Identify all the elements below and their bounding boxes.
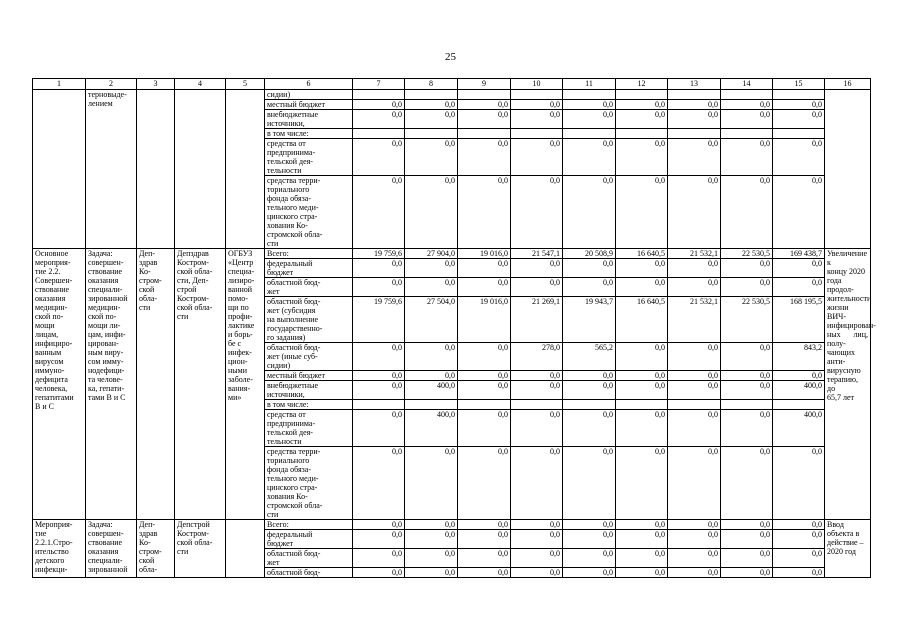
amount-cell: 0,0	[668, 568, 721, 578]
amount-cell: 0,0	[668, 381, 721, 400]
amount-cell	[511, 90, 563, 100]
amount-cell	[616, 400, 668, 410]
amount-cell: 0,0	[721, 100, 773, 110]
amount-cell: 0,0	[721, 278, 773, 297]
amount-cell: 0,0	[721, 530, 773, 549]
funding-source-label: Всего:	[265, 249, 353, 259]
amount-cell: 0,0	[511, 568, 563, 578]
amount-cell: 0,0	[668, 371, 721, 381]
amount-cell: 0,0	[668, 410, 721, 447]
amount-cell: 0,0	[721, 520, 773, 530]
amount-cell: 0,0	[353, 278, 405, 297]
funding-source-label: средства от предпринима- тельской дея- тельности	[265, 410, 353, 447]
amount-cell: 0,0	[721, 371, 773, 381]
block2-coexecutor: Депздрав Костром- ской обла- сти, Деп- строй Костром- ской обла- сти	[175, 249, 226, 520]
amount-cell: 0,0	[458, 110, 511, 129]
block1-executor	[137, 90, 175, 249]
amount-cell: 0,0	[616, 447, 668, 520]
amount-cell: 0,0	[405, 447, 458, 520]
block3-expected-result: Ввод объекта в действие – 2020 год	[825, 520, 871, 578]
funding-source-label: областной бюд- жет	[265, 278, 353, 297]
column-header-8: 8	[405, 79, 458, 90]
amount-cell: 0,0	[405, 343, 458, 371]
amount-cell: 0,0	[353, 343, 405, 371]
amount-cell: 0,0	[773, 100, 825, 110]
column-header-5: 5	[226, 79, 265, 90]
amount-cell: 400,0	[405, 381, 458, 400]
amount-cell: 0,0	[458, 343, 511, 371]
amount-cell: 0,0	[563, 530, 616, 549]
block1-task: терновыде- лением	[86, 90, 137, 249]
column-header-13: 13	[668, 79, 721, 90]
amount-cell: 0,0	[668, 530, 721, 549]
amount-cell: 0,0	[511, 100, 563, 110]
amount-cell	[458, 90, 511, 100]
amount-cell: 0,0	[353, 447, 405, 520]
column-header-2: 2	[86, 79, 137, 90]
amount-cell	[563, 90, 616, 100]
amount-cell	[773, 400, 825, 410]
amount-cell: 19 759,6	[353, 297, 405, 343]
amount-cell: 0,0	[721, 549, 773, 568]
funding-source-label: областной бюд- жет (иные суб- сидии)	[265, 343, 353, 371]
amount-cell: 0,0	[668, 110, 721, 129]
amount-cell	[616, 90, 668, 100]
amount-cell: 0,0	[616, 176, 668, 249]
amount-cell: 0,0	[353, 381, 405, 400]
amount-cell: 0,0	[668, 549, 721, 568]
funding-source-label: федеральный бюджет	[265, 530, 353, 549]
amount-cell	[353, 90, 405, 100]
amount-cell	[721, 400, 773, 410]
amount-cell: 0,0	[616, 530, 668, 549]
column-header-9: 9	[458, 79, 511, 90]
amount-cell	[721, 90, 773, 100]
amount-cell: 0,0	[773, 549, 825, 568]
block2-executor: Деп- здрав Ко- стром- ской обла- сти	[137, 249, 175, 520]
amount-cell: 0,0	[616, 568, 668, 578]
block3-row	[33, 520, 871, 530]
amount-cell: 0,0	[721, 259, 773, 278]
column-header-3: 3	[137, 79, 175, 90]
amount-cell: 0,0	[511, 447, 563, 520]
funding-source-label: в том числе:	[265, 400, 353, 410]
column-header-15: 15	[773, 79, 825, 90]
amount-cell	[563, 129, 616, 139]
amount-cell: 0,0	[353, 139, 405, 176]
block2-activity-name: Основное мероприя- тие 2.2. Совершен- ствование оказания медицин- ской по- мощи лицам, инфициро- ванным вирусом иммуно- дефицита человека, гепатитами В и С	[33, 249, 86, 520]
amount-cell	[405, 90, 458, 100]
amount-cell: 0,0	[511, 259, 563, 278]
block1-activity-name	[33, 90, 86, 249]
column-header-6: 6	[265, 79, 353, 90]
amount-cell: 0,0	[458, 530, 511, 549]
amount-cell: 0,0	[511, 549, 563, 568]
amount-cell: 16 640,5	[616, 297, 668, 343]
amount-cell: 0,0	[563, 520, 616, 530]
amount-cell	[458, 400, 511, 410]
amount-cell: 0,0	[405, 530, 458, 549]
amount-cell: 0,0	[353, 110, 405, 129]
amount-cell: 0,0	[458, 447, 511, 520]
amount-cell	[721, 129, 773, 139]
amount-cell: 0,0	[458, 381, 511, 400]
funding-source-label: средства терри- ториального фонда обяза- тельного меди- цинского стра- хования Ко- стромской обла- сти	[265, 447, 353, 520]
amount-cell: 0,0	[458, 139, 511, 176]
amount-cell: 0,0	[405, 259, 458, 278]
amount-cell: 27 904,0	[405, 249, 458, 259]
amount-cell: 0,0	[405, 139, 458, 176]
amount-cell: 0,0	[721, 139, 773, 176]
block1-participant	[226, 90, 265, 249]
block3-executor: Деп- здрав Ко- стром- ской обла-	[137, 520, 175, 578]
amount-cell: 22 530,5	[721, 249, 773, 259]
amount-cell: 19 016,0	[458, 297, 511, 343]
amount-cell: 168 195,5	[773, 297, 825, 343]
amount-cell: 0,0	[563, 176, 616, 249]
amount-cell: 0,0	[353, 259, 405, 278]
amount-cell: 0,0	[405, 110, 458, 129]
amount-cell: 0,0	[405, 176, 458, 249]
amount-cell: 400,0	[773, 410, 825, 447]
funding-source-label: Всего:	[265, 520, 353, 530]
amount-cell: 0,0	[458, 410, 511, 447]
amount-cell: 16 640,5	[616, 249, 668, 259]
amount-cell: 0,0	[353, 176, 405, 249]
amount-cell: 0,0	[721, 381, 773, 400]
amount-cell: 0,0	[563, 110, 616, 129]
amount-cell: 400,0	[773, 381, 825, 400]
block1-coexecutor	[175, 90, 226, 249]
amount-cell: 0,0	[773, 259, 825, 278]
funding-source-label: средства от предпринима- тельской дея- тельности	[265, 139, 353, 176]
amount-cell: 565,2	[563, 343, 616, 371]
amount-cell: 0,0	[511, 139, 563, 176]
amount-cell	[773, 129, 825, 139]
amount-cell: 27 504,0	[405, 297, 458, 343]
amount-cell: 0,0	[563, 259, 616, 278]
amount-cell: 843,2	[773, 343, 825, 371]
funding-source-label: областной бюд-	[265, 568, 353, 578]
amount-cell: 0,0	[773, 371, 825, 381]
funding-source-label: местный бюджет	[265, 100, 353, 110]
amount-cell: 19 943,7	[563, 297, 616, 343]
amount-cell: 169 438,7	[773, 249, 825, 259]
funding-source-label: федеральный бюджет	[265, 259, 353, 278]
funding-source-label: внебюджетные источники,	[265, 381, 353, 400]
block2-row	[33, 249, 871, 259]
funding-source-label: местный бюджет	[265, 371, 353, 381]
amount-cell: 0,0	[511, 176, 563, 249]
amount-cell: 0,0	[405, 371, 458, 381]
column-header-14: 14	[721, 79, 773, 90]
amount-cell: 20 508,9	[563, 249, 616, 259]
block1-expected-result	[825, 90, 871, 249]
amount-cell: 0,0	[353, 410, 405, 447]
amount-cell: 0,0	[668, 278, 721, 297]
amount-cell: 19 759,6	[353, 249, 405, 259]
header-row	[33, 79, 871, 90]
funding-source-label: сидии)	[265, 90, 353, 100]
amount-cell: 0,0	[773, 530, 825, 549]
amount-cell: 0,0	[405, 278, 458, 297]
amount-cell: 0,0	[353, 530, 405, 549]
amount-cell: 0,0	[458, 100, 511, 110]
amount-cell	[511, 129, 563, 139]
block2-task: Задача: совершен- ствование оказания специали- зированной медицин- ской по- мощи ли- цам, инфи- цирован- ным виру- сом имму- нодефици- та челове- ка, гепати- тами В и С	[86, 249, 137, 520]
column-header-7: 7	[353, 79, 405, 90]
amount-cell	[668, 129, 721, 139]
amount-cell: 0,0	[458, 568, 511, 578]
funding-source-label: в том числе:	[265, 129, 353, 139]
block1-row	[33, 90, 871, 100]
amount-cell: 0,0	[353, 549, 405, 568]
amount-cell: 0,0	[458, 371, 511, 381]
amount-cell: 0,0	[616, 259, 668, 278]
amount-cell: 0,0	[563, 381, 616, 400]
amount-cell: 0,0	[458, 278, 511, 297]
amount-cell	[511, 400, 563, 410]
amount-cell: 0,0	[511, 371, 563, 381]
amount-cell: 0,0	[773, 278, 825, 297]
amount-cell: 0,0	[616, 278, 668, 297]
amount-cell: 0,0	[563, 278, 616, 297]
funding-source-label: областной бюд- жет (субсидия на выполнение государственно- го задания)	[265, 297, 353, 343]
amount-cell: 0,0	[721, 110, 773, 129]
amount-cell: 0,0	[616, 110, 668, 129]
amount-cell: 21 269,1	[511, 297, 563, 343]
amount-cell: 0,0	[721, 410, 773, 447]
amount-cell: 0,0	[668, 447, 721, 520]
amount-cell: 0,0	[405, 568, 458, 578]
amount-cell: 21 532,1	[668, 297, 721, 343]
amount-cell: 0,0	[511, 530, 563, 549]
block3-task: Задача: совершен- ствование оказания специали- зированной	[86, 520, 137, 578]
amount-cell: 0,0	[563, 139, 616, 176]
amount-cell	[563, 400, 616, 410]
amount-cell: 0,0	[511, 520, 563, 530]
amount-cell: 0,0	[773, 139, 825, 176]
amount-cell: 0,0	[616, 549, 668, 568]
funding-source-label: средства терри- ториального фонда обяза- тельного меди- цинского стра- хования Ко- стромской обла- сти	[265, 176, 353, 249]
amount-cell: 0,0	[773, 110, 825, 129]
amount-cell: 0,0	[721, 343, 773, 371]
amount-cell: 0,0	[773, 176, 825, 249]
amount-cell: 21 547,1	[511, 249, 563, 259]
amount-cell: 0,0	[616, 410, 668, 447]
amount-cell: 0,0	[405, 100, 458, 110]
amount-cell: 22 530,5	[721, 297, 773, 343]
amount-cell: 0,0	[353, 568, 405, 578]
block3-activity-name: Мероприя- тие 2.2.1.Стро- ительство детского инфекци-	[33, 520, 86, 578]
amount-cell: 0,0	[773, 447, 825, 520]
amount-cell: 0,0	[668, 259, 721, 278]
amount-cell: 0,0	[773, 520, 825, 530]
block2-expected-result: Увеличение к концу 2020 года продол- жительности жизни ВИЧ- инфицирован- ных лиц, полу- чающих анти- вирусную терапию, до 65,7 лет	[825, 249, 871, 520]
amount-cell: 0,0	[668, 100, 721, 110]
amount-cell: 0,0	[616, 100, 668, 110]
amount-cell: 0,0	[353, 100, 405, 110]
amount-cell: 0,0	[563, 549, 616, 568]
amount-cell: 278,0	[511, 343, 563, 371]
amount-cell	[405, 400, 458, 410]
budget-table	[32, 78, 876, 578]
amount-cell: 0,0	[563, 568, 616, 578]
amount-cell	[405, 129, 458, 139]
funding-source-label: областной бюд- жет	[265, 549, 353, 568]
column-header-16: 16	[825, 79, 871, 90]
column-header-11: 11	[563, 79, 616, 90]
amount-cell: 0,0	[511, 410, 563, 447]
amount-cell: 0,0	[668, 176, 721, 249]
block3-coexecutor: Депстрой Костром- ской обла- сти	[175, 520, 226, 578]
amount-cell: 0,0	[458, 520, 511, 530]
amount-cell: 0,0	[668, 520, 721, 530]
amount-cell: 0,0	[616, 381, 668, 400]
amount-cell: 0,0	[353, 371, 405, 381]
amount-cell: 0,0	[458, 549, 511, 568]
amount-cell: 0,0	[563, 447, 616, 520]
amount-cell: 0,0	[511, 381, 563, 400]
amount-cell: 0,0	[721, 568, 773, 578]
amount-cell: 0,0	[616, 520, 668, 530]
amount-cell: 0,0	[353, 520, 405, 530]
amount-cell: 0,0	[563, 100, 616, 110]
amount-cell	[773, 90, 825, 100]
amount-cell	[353, 400, 405, 410]
amount-cell: 0,0	[668, 139, 721, 176]
amount-cell: 19 016,0	[458, 249, 511, 259]
block2-participant: ОГБУЗ «Центр специа- лизиро- ванной помо- щи по профи- лактике и борь- бе с инфек- цион- ными заболе- вания- ми»	[226, 249, 265, 520]
amount-cell	[668, 400, 721, 410]
amount-cell: 0,0	[563, 371, 616, 381]
page-number: 25	[445, 51, 456, 63]
amount-cell: 0,0	[405, 520, 458, 530]
amount-cell: 0,0	[616, 343, 668, 371]
amount-cell: 0,0	[458, 259, 511, 278]
amount-cell: 0,0	[511, 110, 563, 129]
amount-cell: 0,0	[668, 343, 721, 371]
column-header-12: 12	[616, 79, 668, 90]
amount-cell: 400,0	[405, 410, 458, 447]
amount-cell: 0,0	[773, 568, 825, 578]
amount-cell: 0,0	[458, 176, 511, 249]
column-header-1: 1	[33, 79, 86, 90]
block3-participant	[226, 520, 265, 578]
amount-cell: 0,0	[721, 176, 773, 249]
amount-cell	[616, 129, 668, 139]
column-header-10: 10	[511, 79, 563, 90]
amount-cell: 0,0	[721, 447, 773, 520]
funding-source-label: внебюджетные источники,	[265, 110, 353, 129]
amount-cell: 0,0	[563, 410, 616, 447]
amount-cell: 0,0	[511, 278, 563, 297]
amount-cell: 0,0	[405, 549, 458, 568]
amount-cell	[458, 129, 511, 139]
amount-cell: 0,0	[616, 371, 668, 381]
amount-cell	[668, 90, 721, 100]
column-header-4: 4	[175, 79, 226, 90]
amount-cell: 21 532,1	[668, 249, 721, 259]
amount-cell: 0,0	[616, 139, 668, 176]
amount-cell	[353, 129, 405, 139]
